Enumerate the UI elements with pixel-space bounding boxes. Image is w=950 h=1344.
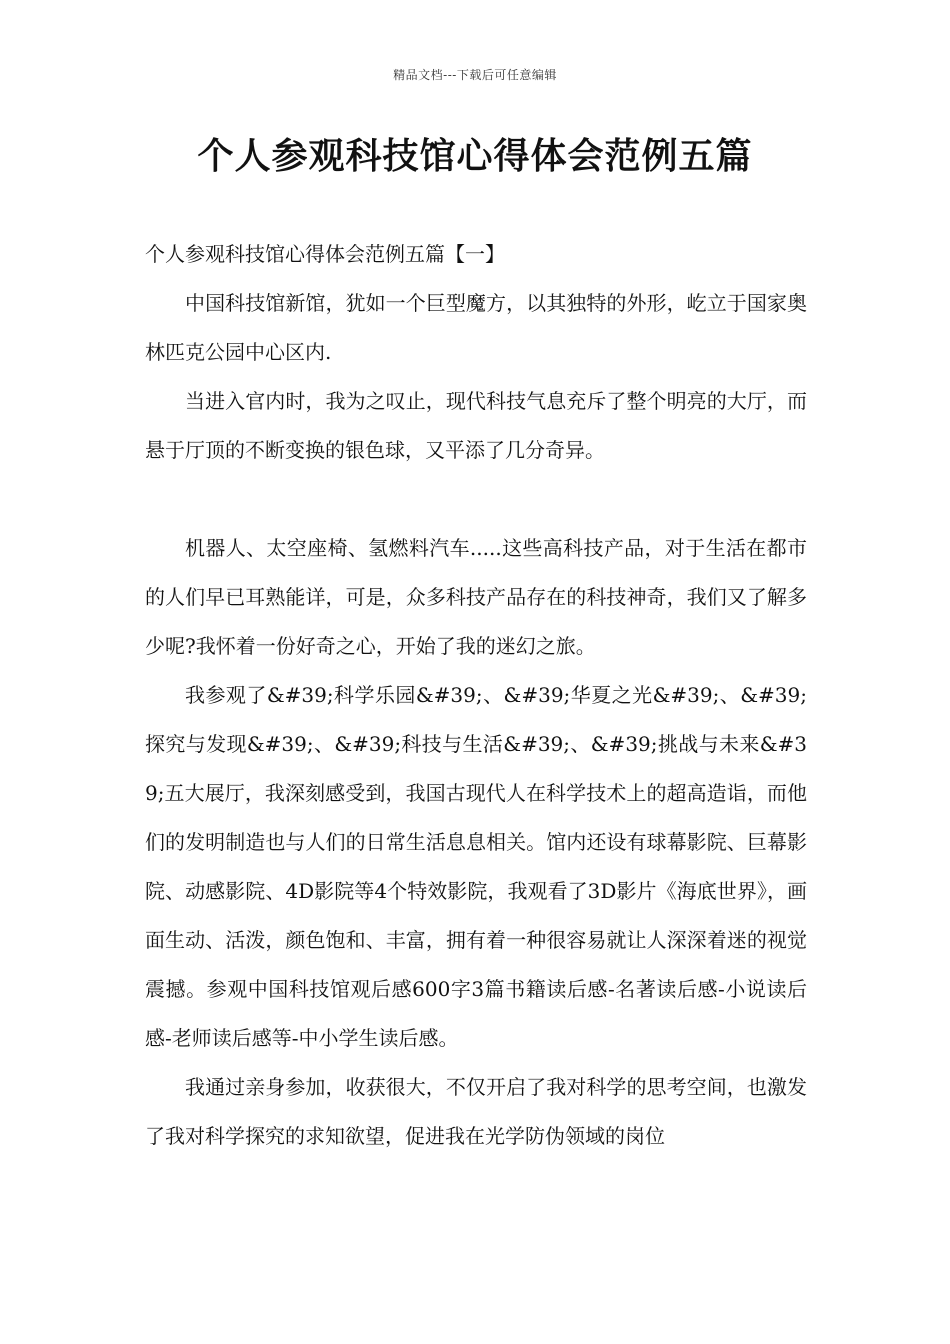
document-body [145,230,807,1161]
paragraph-1: 中国科技馆新馆，犹如一个巨型魔方，以其独特的外形，屹立于国家奥林匹克公园中心区内. [145,291,807,364]
paragraph-5: 我通过亲身参加，收获很大，不仅开启了我对科学的思考空间，也激发了我对科学探究的求知欲望，促进我在光学防伪领域的岗位 [145,1075,807,1148]
paragraph-4: 我参观了&#39;科学乐园&#39;、&#39;华夏之光&#39;、&#39;探究与发现&#39;、&#39;科技与生活&#39;、&#39;挑战与未来&#39;五大展厅，我深刻感受到，我国古现代人在科学技术上的超高造诣，而他们的发明制造也与人们的日常生活息息相关。馆内还设有球幕影院、巨幕影院、动感影院、4D影院等4个特效影院，我观看了3D影片《海底世界》，画面生动、活泼，颜色饱和、丰富，拥有着一种很容易就让人深深着迷的视觉震撼。参观中国科技馆观后感600字3篇书籍读后感-名著读后感-小说读后感-老师读后感等-中小学生读后感。 [145,683,807,1050]
header-note: 精品文档---下载后可任意编辑 [393,68,557,82]
paragraph-2: 当进入官内时，我为之叹止，现代科技气息充斥了整个明亮的大厅，而悬于厅顶的不断变换的银色球，又平添了几分奇异。 [145,389,807,462]
section-heading: 个人参观科技馆心得体会范例五篇【一】 [145,242,505,266]
document-title: 个人参观科技馆心得体会范例五篇 [197,135,753,177]
paragraph-3: 机器人、太空座椅、氢燃料汽车.....这些高科技产品，对于生活在都市的人们早已耳熟能详，可是，众多科技产品存在的科技神奇，我们又了解多少呢?我怀着一份好奇之心，开始了我的迷幻之旅。 [145,536,807,658]
